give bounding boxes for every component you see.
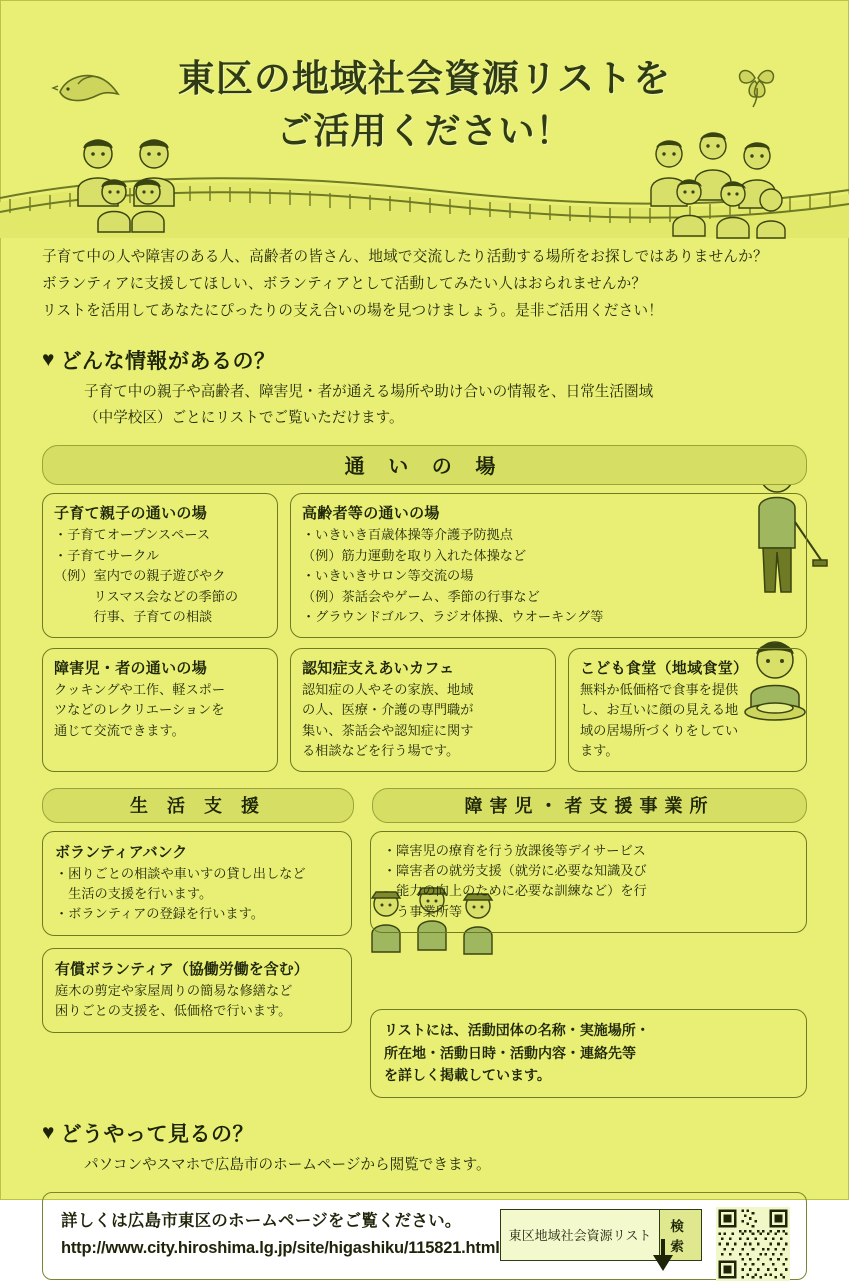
section1-body-line-1: 子育て中の親子や高齢者、障害児・者が通える場所や助け合いの情報を、日常生活圏域 — [84, 383, 654, 400]
block-line: 庭木の剪定や家屋周りの簡易な修繕など — [55, 982, 293, 998]
lead-line-3: リストを活用してあなたにぴったりの支え合いの場を見つけましょう。是非ご活用ください！ — [42, 302, 664, 319]
block-line: ・ボランティアの登録を行います。 — [55, 906, 264, 922]
card-line: ・グラウンドゴルフ、ラジオ体操、ウオーキング等 — [302, 609, 604, 625]
section1-body-line-2: （中学校区）ごとにリストでご覧いただけます。 — [84, 410, 404, 427]
card-lines — [302, 525, 795, 627]
card-line: クッキングや工作、軽スポー — [54, 681, 226, 697]
card-line: し、お互いに顔の見える地 — [580, 702, 739, 718]
section-heading-what-info — [42, 345, 807, 375]
card-line: ・子育てサークル — [54, 547, 160, 563]
card-lines — [54, 525, 266, 627]
banner-tsudoi-no-ba: 通 い の 場 — [42, 445, 807, 485]
card-line: 集い、茶話会や認知症に関す — [302, 722, 474, 738]
search-widget[interactable] — [500, 1209, 702, 1261]
block-volunteer-bank — [42, 831, 352, 936]
footer-text — [61, 1207, 500, 1258]
block-line: う事業所等 — [383, 903, 463, 919]
footer-url[interactable]: http://www.city.hiroshima.lg.jp/site/higashiku/115821.html — [61, 1238, 500, 1257]
card-line: の人、医療・介護の専門職が — [302, 702, 474, 718]
block-lines — [383, 841, 794, 923]
heart-icon: ♥ — [42, 348, 55, 372]
qr-code — [716, 1207, 790, 1281]
note-box-list-contents — [370, 1009, 807, 1097]
note-line: 所在地・活動日時・活動内容・連絡先等 — [384, 1044, 636, 1061]
card-line: ・いきいきサロン等交流の場 — [302, 568, 474, 584]
banner-row-support — [42, 788, 807, 823]
card-line: （例）茶話会やゲーム、季節の行事など — [302, 588, 540, 604]
card-title: 高齢者等の通いの場 — [302, 505, 440, 523]
card-title: こども食堂（地域食堂） — [580, 659, 749, 677]
card-line: ツなどのレクリエーションを — [54, 702, 225, 718]
lead-line-2: ボランティアに支援してほしい、ボランティアとして活動してみたい人はおられませんか？ — [42, 275, 647, 292]
card-line: る相談などを行う場です。 — [302, 743, 460, 759]
main-content — [0, 244, 849, 1178]
card-line: （例）筋力運動を取り入れた体操など — [302, 547, 527, 563]
header — [0, 0, 849, 240]
card-kosodate-oyako — [42, 493, 278, 637]
section3-body: パソコンやスマホで広島市のホームページから閲覧できます。 — [84, 1156, 491, 1173]
support-row — [42, 831, 807, 1098]
banner-shougaiji-jigyousho: 障害児・者支援事業所 — [372, 788, 807, 823]
card-line: ます。 — [580, 743, 619, 759]
support-right-column — [370, 831, 807, 1098]
lead-paragraph — [42, 244, 807, 325]
block-paid-volunteer — [42, 948, 352, 1033]
card-koureisha — [290, 493, 807, 637]
block-disability-services — [370, 831, 807, 934]
section3-heading-label: どうやって見るの？ — [60, 1122, 254, 1146]
block-lines — [55, 864, 339, 925]
block-line: 能力の向上のために必要な訓練など）を行 — [383, 883, 647, 899]
block-lines — [55, 981, 339, 1022]
lead-line-1: 子育て中の人や障害のある人、高齢者の皆さん、地域で交流したり活動する場所をお探しではありませんか？ — [42, 249, 768, 265]
title-line-2: ご活用ください！ — [276, 110, 573, 152]
card-ninchisho-cafe — [290, 648, 556, 772]
block-line: 困りごとの支援を、低価格で行います。 — [55, 1003, 292, 1019]
card-line: ・いきいき百歳体操等介護予防拠点 — [302, 527, 513, 543]
section1-body — [84, 379, 807, 432]
card-title: 子育て親子の通いの場 — [54, 505, 208, 523]
block-title: ボランティアバンク — [55, 843, 188, 861]
card-row-1 — [42, 493, 807, 637]
card-title: 障害児・者の通いの場 — [54, 659, 208, 677]
block-line: 生活の支援を行います。 — [55, 886, 213, 902]
card-line: リスマス会などの季節の — [54, 588, 239, 604]
block-line: ・困りごとの相談や車いすの貸し出しなど — [55, 865, 306, 881]
card-row-2 — [42, 648, 807, 772]
footer-box — [42, 1192, 807, 1280]
title-line-1: 東区の地域社会資源リストを — [177, 57, 672, 100]
card-line: 域の居場所づくりをしてい — [580, 722, 739, 738]
card-shougaiji — [42, 648, 278, 772]
card-title: 認知症支えあいカフェ — [302, 659, 455, 677]
heart-icon: ♥ — [42, 1121, 55, 1145]
page-title — [0, 52, 849, 158]
note-line: リストには、活動団体の名称・実施場所・ — [384, 1022, 650, 1039]
card-lines — [580, 680, 795, 762]
card-lines — [302, 680, 544, 762]
search-input[interactable]: 東区地域社会資源リスト — [500, 1209, 661, 1261]
card-line: 認知症の人やその家族、地域 — [302, 681, 474, 697]
banner-seikatsu-shien: 生 活 支 援 — [42, 788, 354, 823]
support-left-column — [42, 831, 352, 1098]
section-heading-how-to-view — [42, 1118, 807, 1148]
card-line: 通じて交流できます。 — [54, 722, 185, 738]
note-line: を詳しく掲載しています。 — [384, 1067, 551, 1084]
block-line: ・障害者の就労支援（就労に必要な知識及び — [383, 863, 647, 879]
search-button[interactable]: 検索 — [660, 1209, 702, 1261]
card-line: （例）室内での親子遊びやク — [54, 568, 226, 584]
footer-line-1: 詳しくは広島市東区のホームページをご覧ください。 — [61, 1211, 462, 1230]
section1-heading-label: どんな情報があるの？ — [60, 349, 276, 373]
card-lines — [54, 680, 266, 741]
card-line: 無料か低価格で食事を提供 — [580, 681, 739, 697]
block-title: 有償ボランティア（協働労働を含む） — [55, 960, 309, 978]
block-line: ・障害児の療育を行う放課後等デイサービス — [383, 842, 646, 858]
card-kodomo-shokudo — [568, 648, 807, 772]
card-line: 行事、子育ての相談 — [54, 609, 213, 625]
card-line: ・子育てオープンスペース — [54, 527, 211, 543]
cursor-arrow-icon — [648, 1239, 678, 1273]
